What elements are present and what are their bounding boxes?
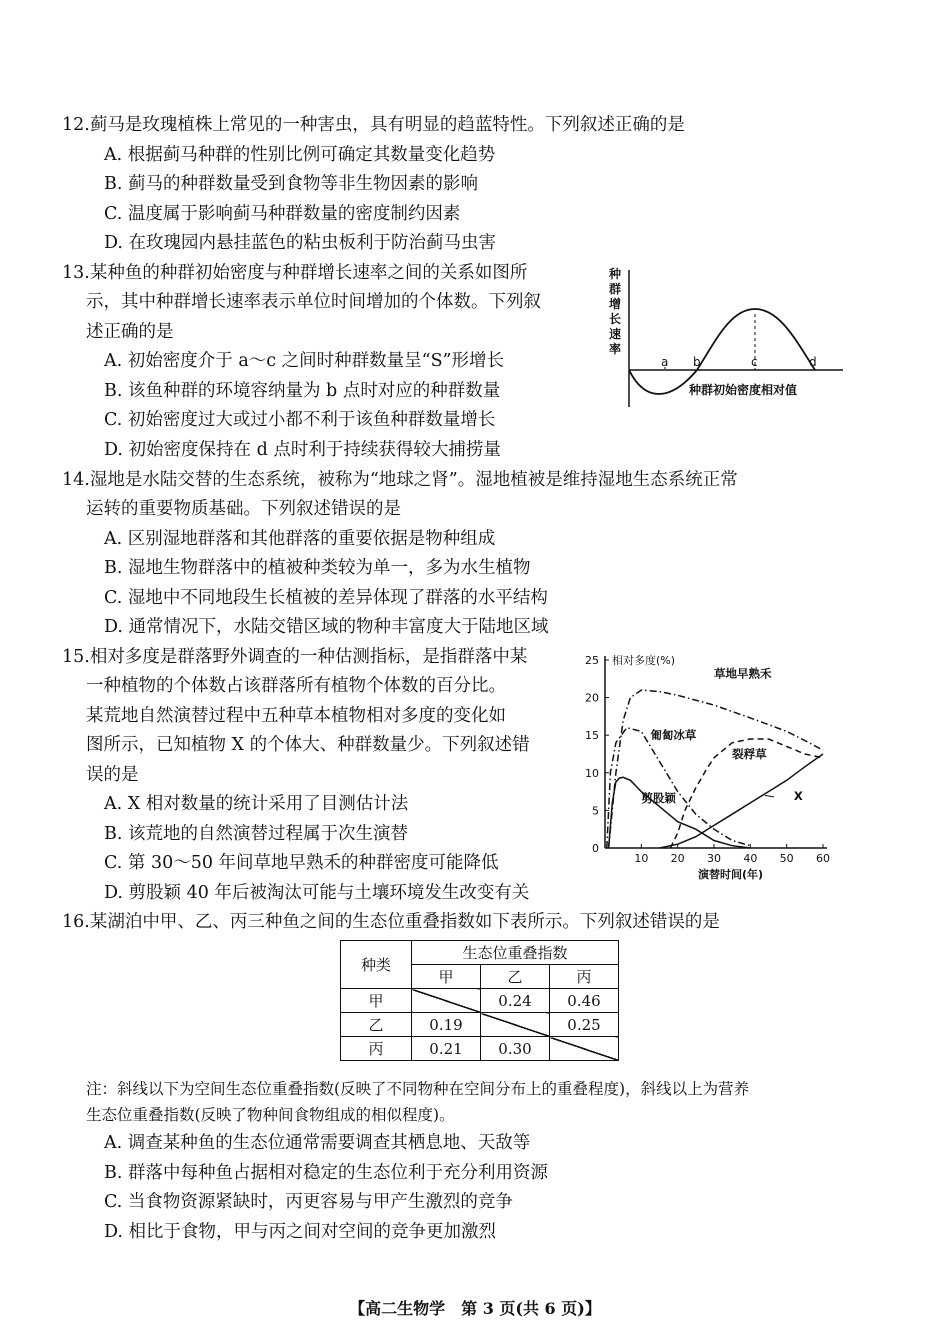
series-label: 匍匐冰草 (650, 727, 697, 742)
y-tick-label: 0 (592, 842, 599, 855)
table-row-header: 甲 (341, 989, 412, 1013)
x-tick-label: 10 (634, 852, 649, 865)
series-label: X (793, 788, 803, 803)
q13-option-a[interactable]: A. 初始密度介于 a～c 之间时种群数量呈“S”形增长 (104, 351, 505, 371)
q13-option-b[interactable]: B. 该鱼种群的环境容纳量为 b 点时对应的种群数量 (104, 381, 501, 401)
q15-stem-4: 图所示，已知植物 X 的个体大、种群数量少。下列叙述错 (86, 735, 530, 755)
q16-option-d[interactable]: D. 相比于食物，甲与丙之间对空间的竞争更加激烈 (104, 1222, 497, 1242)
q16-note-1: 注：斜线以下为空间生态位重叠指数(反映了不同物种在空间分布上的重叠程度)，斜线以上为营养 (86, 1080, 750, 1098)
x-tick-label: 30 (707, 852, 721, 865)
q13-point-a: a (661, 355, 669, 369)
table-cell: 0.19 (412, 1013, 481, 1037)
q13-xlabel: 种群初始密度相对值 (689, 383, 798, 397)
q14-option-c[interactable]: C. 湿地中不同地段生长植被的差异体现了群落的水平结构 (104, 588, 548, 608)
y-tick-label: 10 (585, 766, 599, 780)
q16-note-2: 生态位重叠指数(反映了物种间食物组成的相似程度)。 (86, 1106, 455, 1124)
q13-ylabel-char: 群 (609, 282, 622, 296)
q15-chart (580, 648, 845, 880)
table-diag-cell (481, 1013, 550, 1037)
q13-stem: 13.某种鱼的种群初始密度与种群增长速率之间的关系如图所 (62, 263, 528, 283)
series-line (607, 728, 751, 848)
q14-option-b[interactable]: B. 湿地生物群落中的植被种类较为单一，多为水生植物 (104, 558, 531, 578)
q12-option-d[interactable]: D. 在玫瑰园内悬挂蓝色的粘虫板利于防治蓟马虫害 (104, 233, 497, 253)
y-tick-label: 25 (585, 654, 599, 667)
x-tick-label: 40 (743, 852, 758, 865)
q14-option-d[interactable]: D. 通常情况下，水陆交错区域的物种丰富度大于陆地区域 (104, 617, 549, 637)
q13-ylabel-char: 速 (609, 327, 622, 341)
q15-stem: 15.相对多度是群落野外调查的一种估测指标，是指群落中某 (62, 647, 528, 667)
q13-stem-2: 示，其中种群增长速率表示单位时间增加的个体数。下列叙 (86, 292, 541, 312)
q13-ylabel-char: 增 (609, 297, 622, 311)
q13-ylabel-char: 率 (609, 342, 622, 356)
niche-overlap-table (340, 940, 619, 1061)
table-row-header: 乙 (341, 1013, 412, 1037)
q13-stem-3: 述正确的是 (86, 322, 174, 342)
q15-stem-3: 某荒地自然演替过程中五种草本植物相对多度的变化如 (86, 706, 506, 726)
q16-option-b[interactable]: B. 群落中每种鱼占据相对稳定的生态位利于充分利用资源 (104, 1163, 548, 1183)
table-col-header: 甲 (412, 965, 481, 989)
x-tick-label: 60 (816, 852, 830, 865)
q15-option-d[interactable]: D. 剪股颖 40 年后被淘汰可能与土壤环境发生改变有关 (104, 883, 530, 903)
q14-option-a[interactable]: A. 区别湿地群落和其他群落的重要依据是物种组成 (104, 529, 496, 549)
q13-point-d: d (809, 355, 817, 369)
q12-option-c[interactable]: C. 温度属于影响蓟马种群数量的密度制约因素 (104, 204, 461, 224)
x-tick-label: 20 (670, 852, 685, 865)
table-cell: 0.25 (550, 1013, 619, 1037)
q14-stem-2: 运转的重要物质基础。下列叙述错误的是 (86, 499, 401, 519)
q14-stem: 14.湿地是水陆交替的生态系统，被称为“地球之肾”。湿地植被是维持湿地生态系统正常 (62, 470, 738, 490)
series-label: 草地早熟禾 (714, 666, 772, 681)
y-tick-label: 20 (585, 691, 599, 705)
q15-stem-2: 一种植物的个体数占该群落所有植物个体数的百分比。 (86, 676, 506, 696)
q15-option-b[interactable]: B. 该荒地的自然演替过程属于次生演替 (104, 824, 408, 844)
q16-option-c[interactable]: C. 当食物资源紧缺时，丙更容易与甲产生激烈的竞争 (104, 1192, 513, 1212)
q13-point-b: b (693, 355, 701, 369)
x-tick-label: 50 (779, 852, 794, 865)
table-row-header: 丙 (341, 1037, 412, 1061)
q13-option-d[interactable]: D. 初始密度保持在 d 点时利于持续获得较大捕捞量 (104, 440, 501, 460)
q15-option-c[interactable]: C. 第 30～50 年间草地早熟禾的种群密度可能降低 (104, 853, 499, 873)
q13-curve (629, 309, 815, 394)
table-col-header: 丙 (550, 965, 619, 989)
q16-option-a[interactable]: A. 调查某种鱼的生态位通常需要调查其栖息地、天敌等 (104, 1133, 531, 1153)
x-label-leader (765, 795, 774, 797)
q12-option-a[interactable]: A. 根据蓟马种群的性别比例可确定其数量变化趋势 (104, 145, 496, 165)
y-tick-label: 5 (592, 804, 599, 818)
q12-stem: 12.蓟马是玫瑰植株上常见的一种害虫，具有明显的趋蓝特性。下列叙述正确的是 (62, 115, 685, 135)
table-col-header: 乙 (481, 965, 550, 989)
table-diag-cell (550, 1037, 619, 1061)
x-axis-label: 演替时间(年) (698, 868, 764, 880)
table-cell: 0.46 (550, 989, 619, 1013)
table-diag-cell (412, 989, 481, 1013)
y-tick-label: 15 (585, 729, 599, 743)
page-footer: 【高二生物学 第 3 页(共 6 页)】 (349, 1299, 601, 1318)
y-axis-label: 相对多度(%) (612, 654, 676, 667)
q15-option-a[interactable]: A. X 相对数量的统计采用了目测估计法 (104, 794, 409, 814)
q13-point-c: c (751, 355, 758, 369)
table-row (341, 1013, 619, 1037)
table-header-species: 种类 (341, 941, 412, 989)
q15-stem-5: 误的是 (86, 765, 139, 785)
series-label: 裂稃草 (732, 746, 767, 761)
q16-stem: 16.某湖泊中甲、乙、丙三种鱼之间的生态位重叠指数如下表所示。下列叙述错误的是 (62, 912, 720, 932)
table-cell: 0.21 (412, 1037, 481, 1061)
table-cell: 0.30 (481, 1037, 550, 1061)
q13-ylabel-char: 种 (609, 267, 622, 281)
q13-option-c[interactable]: C. 初始密度过大或过小都不利于该鱼种群数量增长 (104, 410, 496, 430)
q13-ylabel-char: 长 (609, 312, 622, 326)
series-label: 剪股颖 (641, 791, 676, 806)
q12-option-b[interactable]: B. 蓟马的种群数量受到食物等非生物因素的影响 (104, 174, 478, 194)
table-cell: 0.24 (481, 989, 550, 1013)
series-line (609, 777, 751, 848)
table-header-index: 生态位重叠指数 (412, 941, 619, 965)
q13-figure (605, 262, 845, 412)
table-row (341, 1037, 619, 1061)
table-row (341, 989, 619, 1013)
